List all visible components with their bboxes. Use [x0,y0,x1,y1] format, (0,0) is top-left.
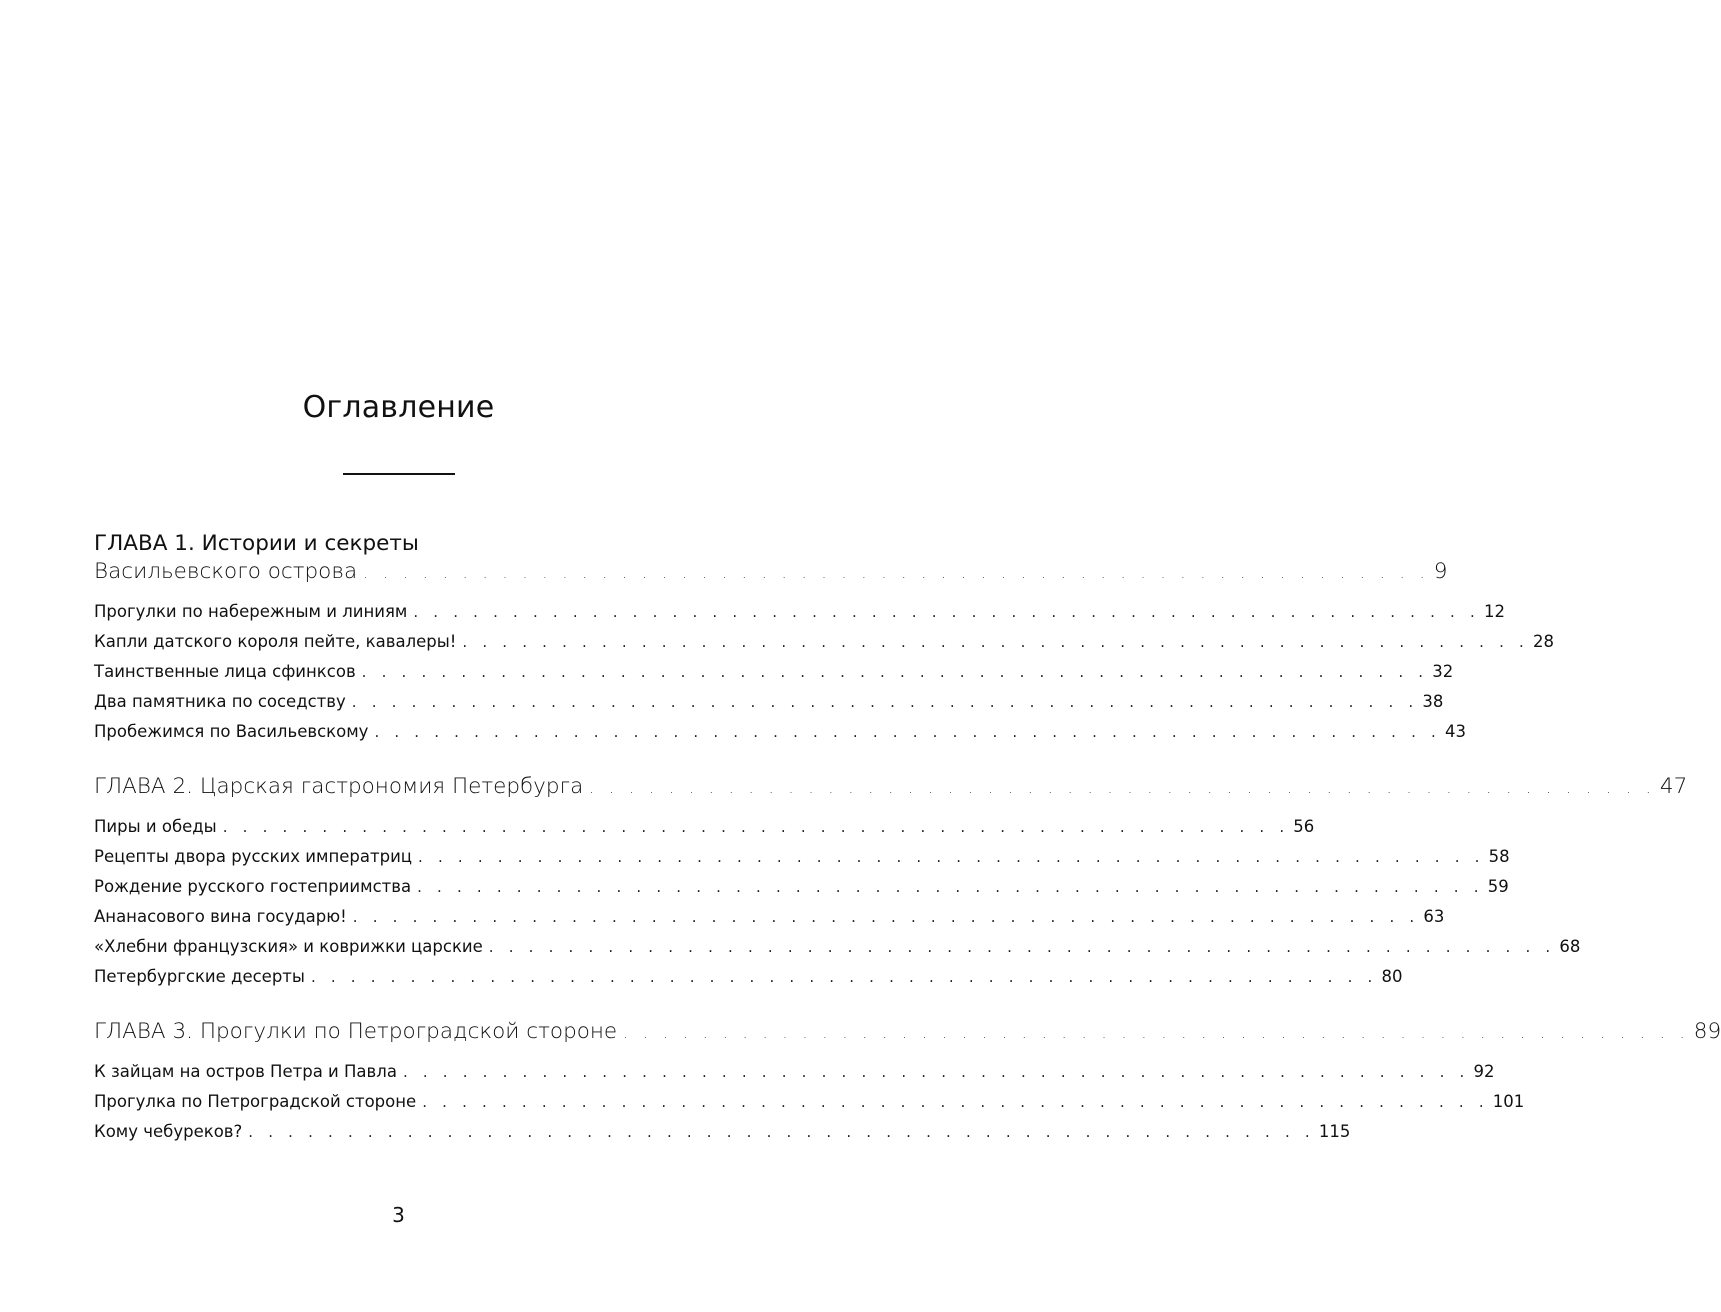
section-title: Рождение русского гостеприимства [94,877,412,896]
section-page-number: 12 [1483,602,1505,621]
chapter-1-title-line1: ГЛАВА 1. Истории и секреты [94,531,419,556]
section-page-number: 56 [1293,817,1315,836]
dot-leader: . . . . . . . . . . . . . . . . . . . . . . . . . . . . . . . . . . . . . . . . . . . . . . . . . . . . . . [462,633,1529,651]
chapter-page-number: 89 [1693,1019,1721,1044]
dot-leader: . . . . . . . . . . . . . . . . . . . . . . . . . . . . . . . . . . . . . . . . . . . . . . . . . . . . . . [402,1063,1470,1081]
dot-leader: . . . . . . . . . . . . . . . . . . . . . . . . . . . . . . . . . . . . . . . . . . . . . . . . . . . . . . [488,938,1556,956]
section-list [94,597,1554,747]
section-title: Петербургские десерты [94,967,305,986]
section-page-number: 80 [1381,967,1403,986]
section-page-number: 59 [1487,877,1509,896]
dot-leader: . . . . . . . . . . . . . . . . . . . . . . . . . . . . . . . . . . . . . . . . . . . . . . . . . . . . . . [417,878,1484,896]
dot-leader: . . . . . . . . . . . . . . . . . . . . . . . . . . . . . . . . . . . . . . . . . . . . . . . . . . . . . . [413,603,1480,621]
chapter-page-number: 47 [1659,774,1688,799]
dot-leader: . . . . . . . . . . . . . . . . . . . . . . . . . . . . . . . . . . . . . . . . . . . . . . . . . . . . . . [310,968,1378,986]
chapter-1 [94,530,1554,747]
chapter-2-title: ГЛАВА 2. Царская гастрономия Петербурга [94,774,584,799]
section-page-number: 68 [1559,937,1581,956]
section-page-number: 28 [1532,632,1554,651]
section-title: Ананасового вина государю! [94,907,347,926]
section-page-number: 32 [1432,662,1454,681]
toc-section-entry[interactable] [94,902,1445,932]
page-title: Оглавление [302,390,495,425]
toc-section-entry[interactable] [94,657,1454,687]
chapter-3-title: ГЛАВА 3. Прогулки по Петроградской стороне [94,1019,618,1044]
toc-section-entry[interactable] [94,1057,1495,1087]
toc-section-entry[interactable] [94,842,1510,872]
toc-chapter-entry[interactable] [94,773,1688,802]
table-of-contents [94,530,1721,1147]
toc-section-entry[interactable] [94,872,1509,902]
section-title: «Хлебни французския» и коврижки царские [94,937,483,956]
dot-leader: . . . . . . . . . . . . . . . . . . . . . . . . . . . . . . . . . . . . . . . . . . . . . . . . . . . . . . [361,663,1429,681]
chapter-3 [94,1018,1721,1147]
toc-section-entry[interactable] [94,717,1467,747]
dot-leader: . . . . . . . . . . . . . . . . . . . . . . . . . . . . . . . . . . . . . . . . . . . . . . . . . . . . . . [363,564,1430,582]
section-title: Таинственные лица сфинксов [94,662,356,681]
section-title: Пиры и обеды [94,817,217,836]
title-divider [343,473,455,475]
dot-leader: . . . . . . . . . . . . . . . . . . . . . . . . . . . . . . . . . . . . . . . . . . . . . . . . . . . . . . [589,779,1656,797]
toc-section-entry[interactable] [94,932,1581,962]
section-title: Пробежимся по Васильевскому [94,722,369,741]
section-page-number: 101 [1492,1092,1525,1111]
toc-section-entry[interactable] [94,812,1315,842]
toc-section-entry[interactable] [94,962,1403,992]
dot-leader: . . . . . . . . . . . . . . . . . . . . . . . . . . . . . . . . . . . . . . . . . . . . . . . . . . . . . . [374,723,1442,741]
section-page-number: 43 [1445,722,1467,741]
chapter-page-number: 9 [1433,559,1448,584]
dot-leader: . . . . . . . . . . . . . . . . . . . . . . . . . . . . . . . . . . . . . . . . . . . . . . . . . . . . . . [422,1093,1489,1111]
toc-section-entry[interactable] [94,1087,1525,1117]
section-list [94,1057,1525,1147]
section-title: Кому чебуреков? [94,1122,243,1141]
section-title: Два памятника по соседству [94,692,346,711]
dot-leader: . . . . . . . . . . . . . . . . . . . . . . . . . . . . . . . . . . . . . . . . . . . . . . . . . . . . . . [352,908,1420,926]
section-title: Капли датского короля пейте, кавалеры! [94,632,457,651]
toc-section-entry[interactable] [94,1117,1351,1147]
section-list [94,812,1581,992]
section-title: Прогулка по Петроградской стороне [94,1092,417,1111]
dot-leader: . . . . . . . . . . . . . . . . . . . . . . . . . . . . . . . . . . . . . . . . . . . . . . . . . . . . . . [418,848,1485,866]
toc-section-entry[interactable] [94,597,1505,627]
dot-leader: . . . . . . . . . . . . . . . . . . . . . . . . . . . . . . . . . . . . . . . . . . . . . . . . . . . . . . [623,1024,1690,1042]
dot-leader: . . . . . . . . . . . . . . . . . . . . . . . . . . . . . . . . . . . . . . . . . . . . . . . . . . . . . . [248,1123,1315,1141]
section-title: Прогулки по набережным и линиям [94,602,408,621]
section-page-number: 38 [1422,692,1444,711]
toc-chapter-entry[interactable] [94,1018,1721,1047]
toc-section-entry[interactable] [94,627,1554,657]
page-number: 3 [392,1203,405,1227]
section-page-number: 92 [1473,1062,1495,1081]
toc-section-entry[interactable] [94,687,1444,717]
dot-leader: . . . . . . . . . . . . . . . . . . . . . . . . . . . . . . . . . . . . . . . . . . . . . . . . . . . . . . [222,818,1290,836]
section-page-number: 115 [1318,1122,1351,1141]
section-title: К зайцам на остров Петра и Павла [94,1062,397,1081]
dot-leader: . . . . . . . . . . . . . . . . . . . . . . . . . . . . . . . . . . . . . . . . . . . . . . . . . . . . . . [351,693,1419,711]
section-page-number: 63 [1423,907,1445,926]
chapter-1-title-line2: Васильевского острова [94,559,358,584]
section-page-number: 58 [1488,847,1510,866]
section-title: Рецепты двора русских императриц [94,847,413,866]
toc-chapter-entry[interactable] [94,558,1448,587]
chapter-2 [94,773,1688,992]
